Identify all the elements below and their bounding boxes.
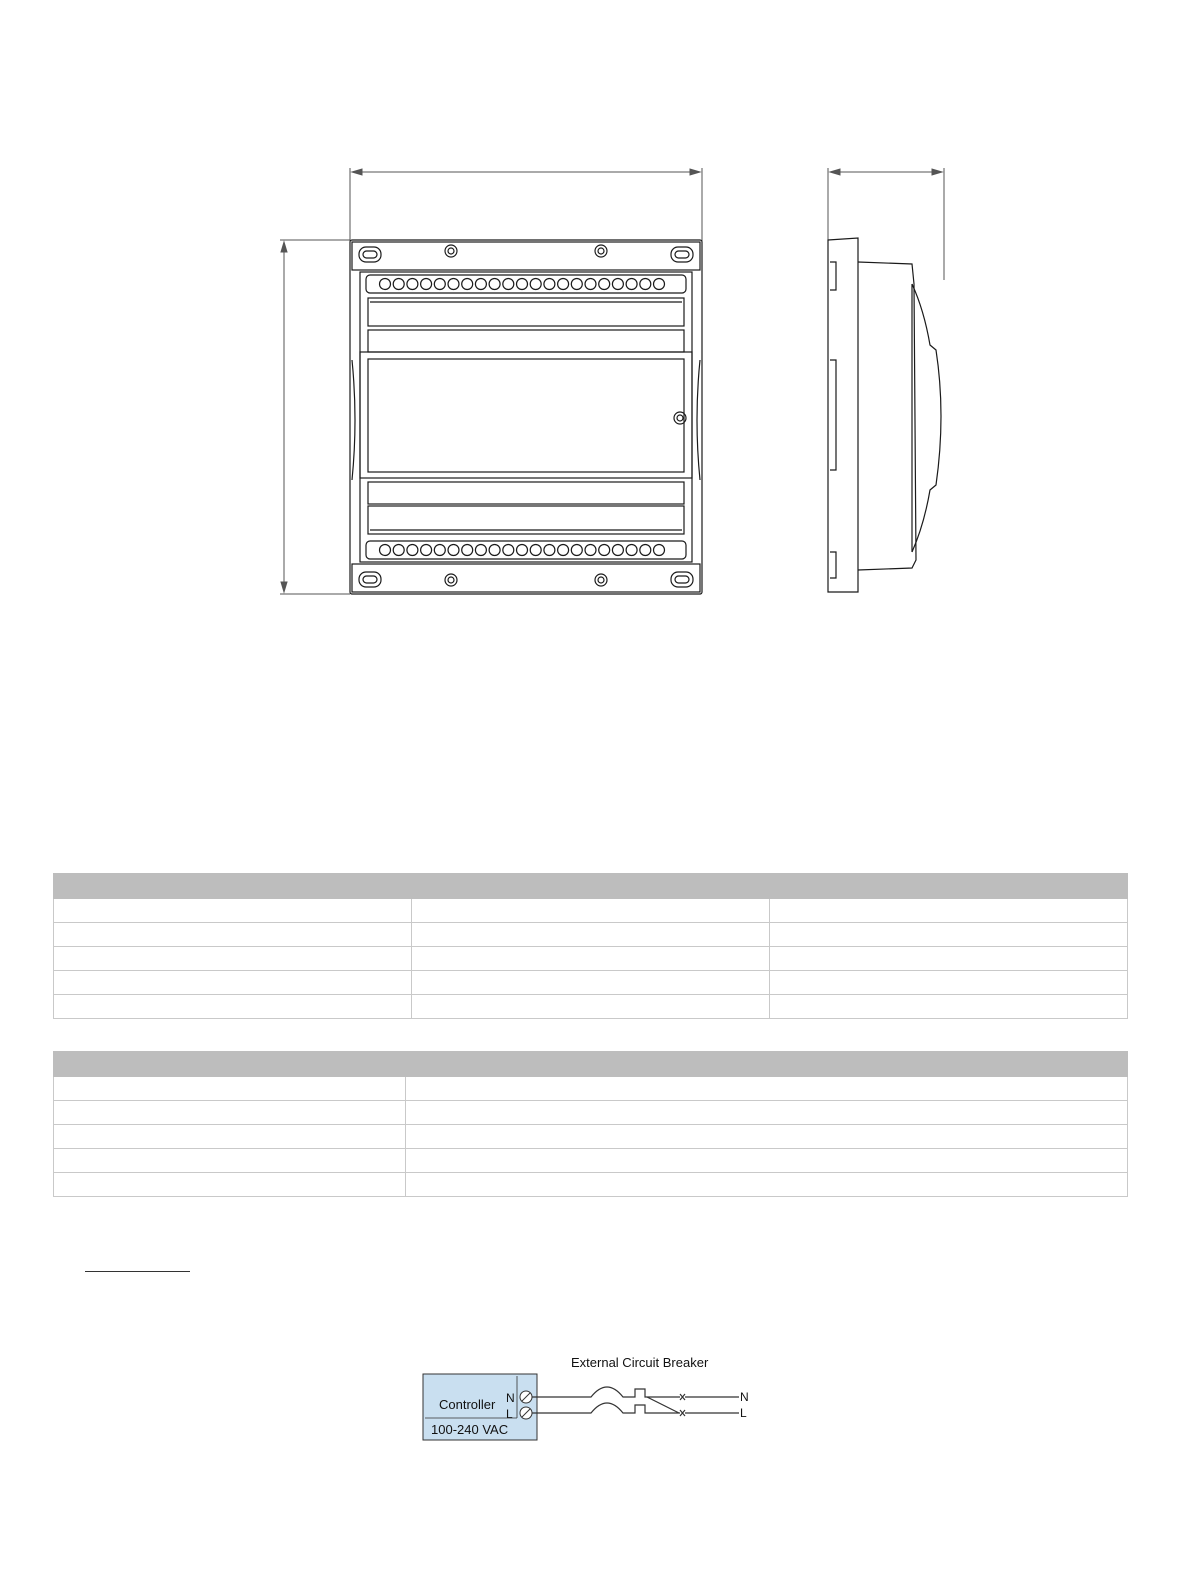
table-row: [54, 1101, 1128, 1125]
terminal-hole: [640, 545, 651, 556]
wiring-diagram: [415, 1350, 785, 1450]
controller-box: [423, 1374, 537, 1440]
terminal-n-label: N: [506, 1391, 515, 1405]
table-row: [54, 1149, 1128, 1173]
terminal-hole: [407, 279, 418, 290]
spec-table-3col: [53, 873, 1128, 1019]
breaker-wiring: [532, 1387, 739, 1416]
side-view: [828, 238, 941, 592]
width-dimension: [350, 168, 702, 242]
table-row: [54, 923, 1128, 947]
top-terminal-holes: [380, 279, 665, 290]
table-header-row: [54, 1052, 1128, 1077]
table-row: [54, 995, 1128, 1019]
terminal-hole: [489, 545, 500, 556]
terminal-hole: [475, 545, 486, 556]
table-row: [54, 899, 1128, 923]
terminal-hole: [421, 545, 432, 556]
terminal-hole: [475, 279, 486, 290]
terminal-hole: [585, 545, 596, 556]
terminal-hole: [654, 545, 665, 556]
line-n-label: N: [740, 1390, 749, 1404]
terminal-hole: [558, 545, 569, 556]
terminal-hole: [626, 279, 637, 290]
terminal-hole: [571, 279, 582, 290]
terminal-hole: [434, 279, 445, 290]
table-row: [54, 1125, 1128, 1149]
terminal-hole: [654, 279, 665, 290]
terminal-hole: [558, 279, 569, 290]
table-row: [54, 947, 1128, 971]
terminal-hole: [571, 545, 582, 556]
height-dimension: [280, 240, 350, 594]
terminal-hole: [380, 279, 391, 290]
terminal-hole: [448, 545, 459, 556]
spec-table-2col: [53, 1051, 1128, 1197]
terminal-hole: [612, 545, 623, 556]
terminal-hole: [503, 545, 514, 556]
terminal-hole: [517, 545, 528, 556]
terminal-hole: [462, 279, 473, 290]
terminal-hole: [544, 545, 555, 556]
terminal-hole: [434, 545, 445, 556]
terminal-hole: [530, 545, 541, 556]
breaker-label: External Circuit Breaker: [571, 1355, 709, 1370]
terminal-hole: [380, 545, 391, 556]
terminal-hole: [517, 279, 528, 290]
terminal-hole: [448, 279, 459, 290]
terminal-hole: [585, 279, 596, 290]
terminal-hole: [393, 545, 404, 556]
terminal-hole: [407, 545, 418, 556]
bottom-terminal-holes: [380, 545, 665, 556]
terminal-hole: [393, 279, 404, 290]
table-row: [54, 1077, 1128, 1101]
terminal-hole: [626, 545, 637, 556]
table-header-row: [54, 874, 1128, 899]
section-heading-underline: [85, 1271, 190, 1272]
terminal-hole: [599, 279, 610, 290]
terminal-hole: [530, 279, 541, 290]
terminal-hole: [544, 279, 555, 290]
front-view: [350, 240, 702, 594]
terminal-hole: [503, 279, 514, 290]
terminal-hole: [599, 545, 610, 556]
dimension-drawing: [0, 0, 1191, 640]
table-row: [54, 971, 1128, 995]
line-l-label: L: [740, 1406, 747, 1420]
terminal-hole: [612, 279, 623, 290]
terminal-hole: [421, 279, 432, 290]
terminal-hole: [640, 279, 651, 290]
controller-label: Controller: [439, 1397, 496, 1412]
voltage-label: 100-240 VAC: [431, 1422, 509, 1437]
table-row: [54, 1173, 1128, 1197]
terminal-hole: [489, 279, 500, 290]
terminal-l-label: L: [506, 1407, 513, 1421]
terminal-hole: [462, 545, 473, 556]
